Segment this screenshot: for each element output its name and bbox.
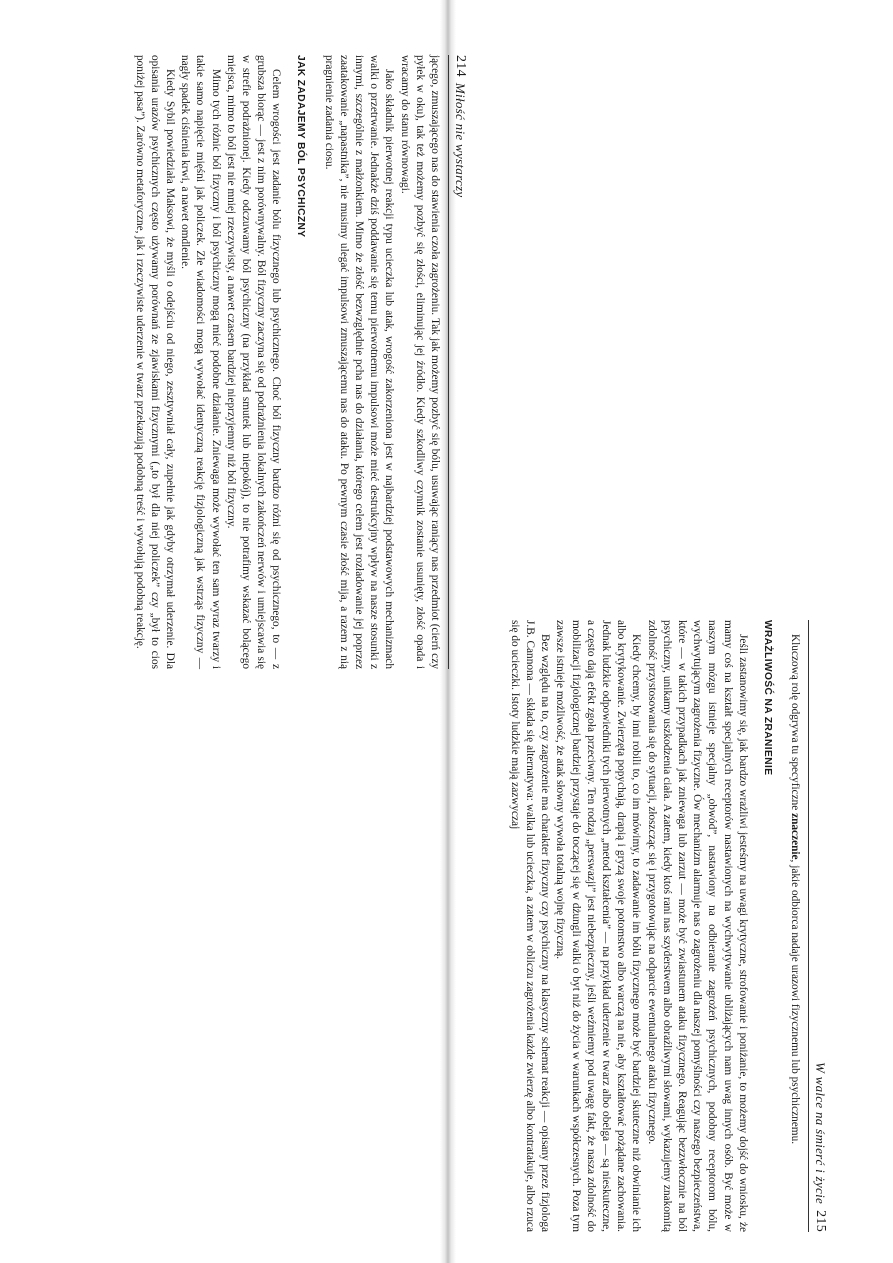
- section-heading: JAK ZADAJEMY BÓL PSYCHICZNY: [295, 55, 307, 238]
- intro-text-end: , jakie odbiorca nadaje urazowi fizycznemu lub psychicznemu.: [789, 859, 801, 1145]
- left-page: [88, 55, 468, 669]
- page-number: 215: [813, 1210, 828, 1232]
- paragraph: Jeśli zastanowimy się, jak bardzo wrażliwi jesteśmy na uwagi krytyczne, strofowanie i poniżanie, to możemy dojść do wniosku, że mamy coś na kształt specjalnych receptorów nastawionych na wychwytywanie ubliżających nam uwag innych osób. Być może w naszym mózgu istnieje specjalny „obwód”, nastawiony na odbieranie zagrożeń psychicznych, podobny receptorom bólu, wychwytującym zagrożenia fizyczne. Ów mechanizm alarmuje nas o zagrożeniu dla naszej pomyślności czy naszego bezpieczeństwa, które — w takich przypadkach jak zniewaga lub zarzut — może być zwiastunem ataku fizycznego. Reagując bezzwłocznie na ból psychiczny, unikamy uszkodzenia ciała. A zatem, kiedy ktoś rani nas szyderstwem albo obraźliwymi słowami, wykazujemy znakomitą zdolność przystosowania się do sytuacji, złoszcząc się i przygotowując na odparcie ewentualnego ataku fizycznego.: [645, 620, 749, 1232]
- left-page-header: [448, 55, 468, 669]
- running-title: Miłość nie wystarczy: [453, 82, 468, 198]
- right-page-header: [808, 620, 828, 1232]
- right-page: [456, 620, 828, 1232]
- paragraph: Kiedy Sybil powiedziała Maksowi, że myśli o odejściu od niego, zesztywniał cały, zupełnie jak gdyby otrzymał uderzenie. Dla opisania urazów psychicznych często używamy porównań ze zjawiskami fizycznymi („to był dla niej policzek” czy „był to cios poniżej pasa”). Zarówno metaforyczne, jak i rzeczywiste uderzenie w twarz przekazują podobną treść i wywołują podobną reakcję.: [133, 55, 176, 669]
- intro-paragraph: [787, 620, 802, 1232]
- section-heading: WRAŻLIWOŚĆ NA ZRANIENIE: [761, 620, 773, 776]
- paragraph: Celem wrogości jest zadanie bólu fizycznego lub psychicznego. Choć ból fizyczny bardzo różni się od psychicznego, to — z grubsza biorąc — jest z nim porównywalny. Ból fizyczny zaczyna się od podrażnienia lokalnych zakończeń nerwów i umiejscawia się w strefie podrażnionej. Kiedy odczuwamy ból psychiczny (na przykład smutek lub niepokój), to nie potrafimy wskazać bolącego miejsca, mimo to ból jest nie mniej rzeczywisty, a nawet czasem bardziej nieprzyjemny niż ból fizyczny.: [224, 55, 283, 669]
- intro-text-start: Kluczową rolę odgrywa tu specyficzne: [789, 634, 801, 814]
- paragraph: jącego, zmuszającego nas do stawienia czoła zagrożeniu. Tak jak możemy pozbyć się bólu, usuwając raniący nas przedmiot (cierń czy pyłek w oku), tak też możemy pozbyć się złości, eliminując jej źródło. Kiedy szkodliwy czynnik zostanie usunięty, złość opada i wracamy do stanu równowagi.: [398, 55, 441, 669]
- paragraph: Bez względu na to, czy zagrożenie ma charakter fizyczny czy psychiczny na klasyczny schemat reakcji — opisany przez fizjologa J.B. Cannona — składa się alternatywa: walka lub ucieczka, a zatem w obliczu zagrożenia każde zwierzę albo kontratakuje, albo rzuca się do ucieczki. Istoty ludzkie mają zazwyczaj: [508, 620, 552, 1232]
- paragraph: Kiedy chcemy, by inni robili to, co im mówimy, to zadawanie im bólu fizycznego może być bardziej skuteczne niż obwinianie ich albo krytykowanie. Zwierzęta popychają, drapią i gryzą swoje potomstwo albo warczą na nie, aby kształtować pożądane zachowania. Jednak ludzkie odpowiedniki tych pierwotnych „metod kształcenia” — na przykład uderzenie w twarz albo obelga — są nieskuteczne, a często dają efekt zgoła przeciwny. Ten rodzaj „perswazji” jest niebezpieczny, jeśli weźmiemy pod uwagę fakt, że nasza zdolność do mobilizacji fizjologicznej bardziej przystaje do toczącej się w dżungli walki o byt niż do życia w warunkach współczesnych. Poza tym zawsze istnieje możliwość, że atak słowny wywoła totalną wojnę fizyczną.: [554, 620, 643, 1232]
- paragraph: Mimo tych różnic ból fizyczny i ból psychiczny mogą mieć podobne działanie. Zniewaga może wywołać ten sam wyraz twarzy i takie samo napięcie mięśni jak policzek. Złe wiadomości mogą wywołać identyczną reakcję fizjologiczną jak wstrząs fizyczny — nagły spadek ciśnienia krwi, a nawet omdlenie.: [179, 55, 222, 669]
- running-title: W walce na śmierć i życie: [813, 1061, 828, 1205]
- paragraph: Jako składnik pierwotnej reakcji typu ucieczka lub atak, wrogość zakorzeniona jest w najbardziej podstawowych mechanizmach walki o przetrwanie. Jednakże dziś poddawanie się temu pierwotnemu impulsowi może mieć destrukcyjny wpływ na nasze stosunki z innymi, szczególnie z małżonkiem. Mimo że złość bezwzględnie pcha nas do działania, którego celem jest rozładowanie jej poprzez zaatakowanie „napastnika”, nie musimy ulegać impulsowi zmuszającemu nas do ataku. Po pewnym czasie złość mija, a razem z nią pragnienie zadania ciosu.: [322, 55, 396, 669]
- emphasized-word: znaczenie: [789, 813, 801, 860]
- page-number: 214: [453, 55, 468, 77]
